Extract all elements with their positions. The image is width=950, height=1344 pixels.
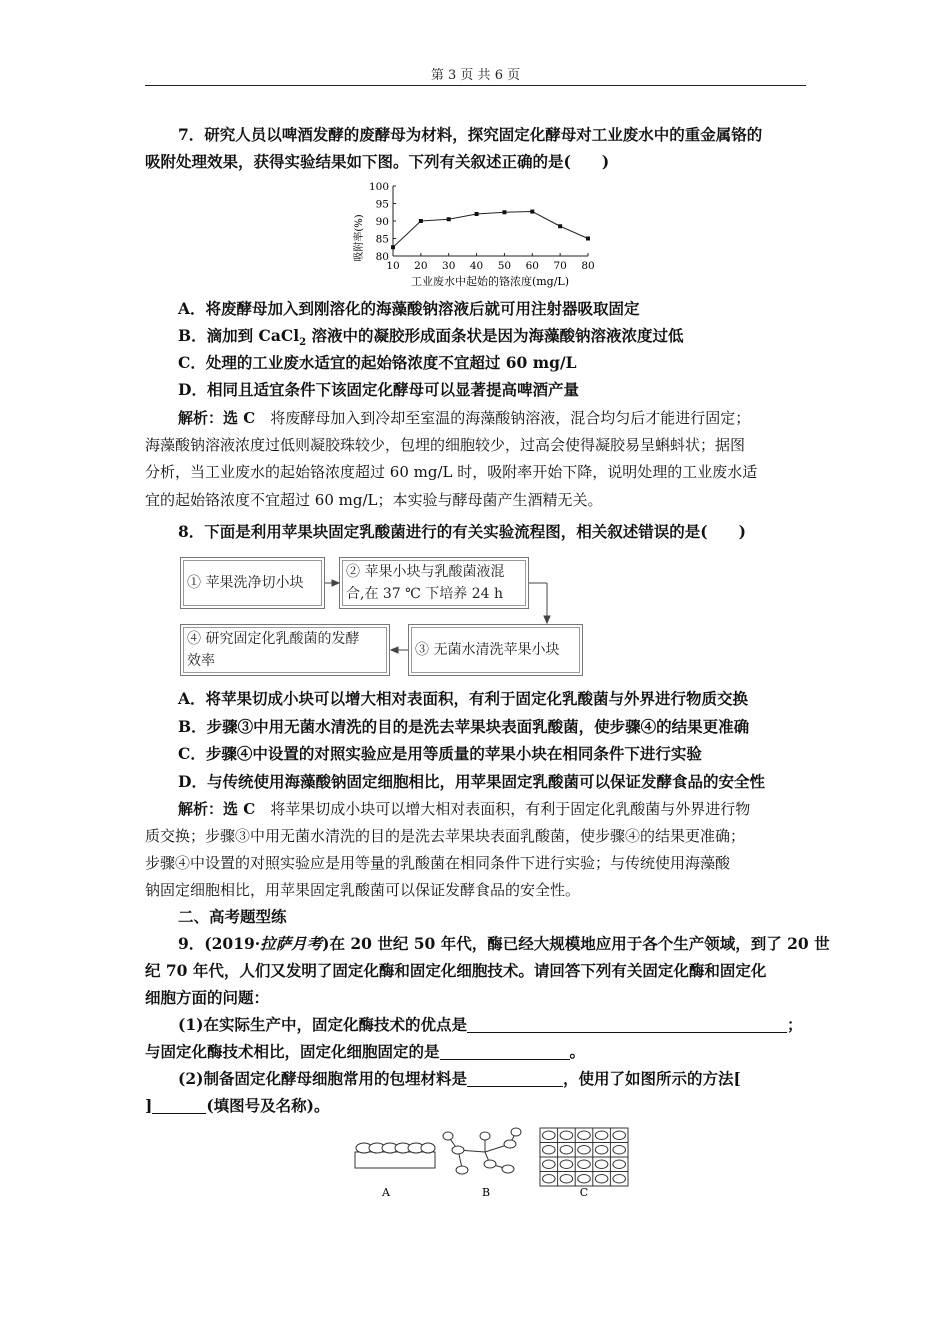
figure-c-cell	[613, 1160, 626, 1169]
q8-analysis-line1	[178, 798, 750, 820]
figure-c-cell	[595, 1160, 608, 1169]
flow-step-2-line2: 合,在 37 ℃ 下培养 24 h	[346, 586, 504, 602]
q9-line3: 细胞方面的问题：	[145, 988, 270, 1007]
figure-c-cell	[613, 1146, 626, 1155]
figure-c-cell	[560, 1175, 573, 1184]
figure-c-cell	[578, 1160, 591, 1169]
chart-x-tick-label: 50	[497, 260, 512, 272]
q9-num: 9．(2019·	[178, 934, 261, 953]
section-2-title: 二、高考题型练	[178, 907, 287, 926]
flow-step-1	[180, 557, 325, 609]
page-header: 第 3 页 共 6 页	[430, 68, 521, 83]
q9-part2-blank-1[interactable]	[467, 1070, 563, 1087]
q7-analysis-label: 解析：	[178, 409, 224, 427]
flow-step-2	[339, 557, 529, 609]
flow-step-4	[180, 624, 390, 676]
q9-part2-text-end: (填图号及名称)。	[206, 1096, 330, 1115]
figure-c-cell	[560, 1160, 573, 1169]
q8-analysis-line3: 步骤④中设置的对照实验应是用等量的乳酸菌在相同条件下进行实验；与传统使用海藻酸	[145, 854, 731, 872]
chart-y-ticks	[369, 181, 396, 263]
q9-line1	[178, 933, 830, 955]
chart-point	[530, 210, 534, 214]
q8-analysis-line4: 钠固定细胞相比，用苹果固定乳酸菌可以保证发酵食品的安全性。	[145, 881, 581, 899]
figure-b-cross-linking	[443, 1128, 521, 1174]
q9-figure	[350, 1124, 650, 1204]
q7-analysis-answer: 选 C	[223, 409, 256, 427]
q8-option-b: B．步骤③中用无菌水清洗的目的是洗去苹果块表面乳酸菌，使步骤④的结果更准确	[178, 717, 750, 736]
chart-xlabel: 工业废水中起始的铬浓度(mg/L)	[410, 275, 570, 288]
q7-option-b	[178, 325, 683, 354]
chart-y-tick-label: 90	[375, 216, 389, 228]
q9-part1-line1	[178, 1014, 802, 1036]
figure-label-b: B	[481, 1186, 491, 1199]
figure-c-cell	[560, 1131, 573, 1140]
q7-stem-line2: 吸附处理效果，获得实验结果如下图。下列有关叙述正确的是( )	[145, 152, 610, 171]
q7-stem-line1: 7．研究人员以啤酒发酵的废酵母为材料，探究固定化酵母对工业废水中的重金属铬的	[178, 125, 763, 144]
q9-part1-line2	[145, 1041, 585, 1063]
figure-c-cell	[613, 1131, 626, 1140]
chart-y-tick-label: 100	[368, 181, 389, 193]
figure-c-cell	[578, 1131, 591, 1140]
figure-c-cell	[578, 1175, 591, 1184]
q9-part1-end-b: 。	[569, 1042, 586, 1061]
chart-ylabel: 吸附率(%)	[354, 214, 365, 262]
q7-analysis-line2: 海藻酸钠溶液浓度过低则凝胶珠较少，包埋的细胞较少，过高会使得凝胶易呈蝌蚪状；据图	[145, 436, 746, 454]
chart-series-line	[393, 212, 588, 248]
q9-part2-blank-2[interactable]	[152, 1097, 206, 1114]
q7-option-c: C．处理的工业废水适宜的起始铬浓度不宜超过 60 mg/L	[178, 353, 577, 372]
chart-x-tick-label: 10	[386, 260, 400, 272]
chart-point	[419, 219, 423, 223]
chart-point	[558, 224, 562, 228]
chart-point	[502, 210, 506, 214]
chart-y-tick-label: 80	[375, 251, 389, 263]
q7-option-b-post: 溶液中的凝胶形成面条状是因为海藻酸钠溶液浓度过低	[306, 326, 684, 345]
q9-part1-text-b: 与固定化酶技术相比，固定化细胞固定的是	[145, 1042, 440, 1061]
chart-x-tick-label: 20	[414, 260, 428, 272]
chart-y-tick-label: 85	[375, 233, 389, 246]
q8-option-c: C．步骤④中设置的对照实验应是用等质量的苹果小块在相同条件下进行实验	[178, 744, 702, 763]
q9-part2-text-a: (2)制备固定化酵母细胞常用的包埋材料是	[178, 1069, 467, 1088]
q8-option-d: D．与传统使用海藻酸钠固定细胞相比，用苹果固定乳酸菌可以保证发酵食品的安全性	[178, 772, 765, 791]
q7-analysis-line3: 分析，当工业废水的起始铬浓度超过 60 mg/L 时，吸附率开始下降，说明处理的工业废水适	[145, 463, 758, 481]
q7-analysis-line4: 宜的起始铬浓度不宜超过 60 mg/L；本实验与酵母菌产生酒精无关。	[145, 491, 603, 509]
q8-analysis-label: 解析：	[178, 800, 224, 818]
figure-c-embedding	[540, 1128, 628, 1186]
q7-analysis-text1: 将废酵母加入到冷却至室温的海藻酸钠溶液，混合均匀后才能进行固定；	[255, 409, 751, 427]
q9-part1-text-a: (1)在实际生产中，固定化酶技术的优点是	[178, 1015, 467, 1034]
figure-c-cell	[595, 1175, 608, 1184]
q9-line1-rest: )在 20 世纪 50 年代，酶已经大规模地应用于各个生产领域，到了 20 世	[322, 934, 830, 953]
header-rule	[145, 85, 806, 86]
q9-part2-bracket: ]	[145, 1096, 153, 1115]
q9-part1-blank-1[interactable]	[467, 1016, 787, 1033]
figure-label-c: C	[579, 1186, 589, 1199]
q9-source: 拉萨月考	[260, 934, 323, 953]
chart-y-tick-label: 95	[375, 198, 389, 211]
flow-step-4-line1: ④ 研究固定化乳酸菌的发酵	[187, 631, 360, 647]
q8-option-a: A．将苹果切成小块可以增大相对表面积，有利于固定化乳酸菌与外界进行物质交换	[178, 689, 749, 708]
flow-step-2-line1: ② 苹果小块与乳酸菌液混	[346, 564, 505, 580]
figure-c-cell	[560, 1146, 573, 1155]
q8-analysis-text1: 将苹果切成小块可以增大相对表面积，有利于固定化乳酸菌与外界进行物	[255, 800, 751, 818]
chart-point	[475, 212, 479, 216]
chart-x-tick-label: 30	[442, 260, 456, 272]
q9-part1-end-a: ；	[786, 1015, 803, 1034]
chart-x-tick-label: 40	[469, 260, 484, 272]
q9-line2: 纪 70 年代，人们又发明了固定化酶和固定化细胞技术。请回答下列有关固定化酶和固定化	[145, 961, 767, 980]
figure-label-a: A	[382, 1186, 390, 1199]
q7-option-b-sub: 2	[299, 337, 307, 349]
figure-c-cell	[595, 1146, 608, 1155]
chart-x-tick-label: 80	[581, 260, 595, 272]
q7-analysis-line1	[178, 407, 750, 429]
q7-line-chart	[340, 178, 640, 293]
figure-c-cell	[578, 1146, 591, 1155]
figure-c-cell	[543, 1146, 556, 1155]
q9-part2-line1	[178, 1068, 741, 1090]
figure-c-cell	[543, 1131, 556, 1140]
figure-c-cell	[543, 1160, 556, 1169]
figure-c-cell	[595, 1131, 608, 1140]
q7-option-d: D．相同且适宜条件下该固定化酵母可以显著提高啤酒产量	[178, 380, 579, 399]
figure-c-cell	[543, 1175, 556, 1184]
figure-a-carrier-binding	[355, 1143, 435, 1168]
flow-step-3-text: ③ 无菌水清洗苹果小块	[415, 642, 560, 658]
q8-analysis-line2: 质交换；步骤③中用无菌水清洗的目的是洗去苹果块表面乳酸菌，使步骤④的结果更准确；	[145, 827, 746, 845]
flow-step-4-line2: 效率	[187, 653, 215, 669]
flow-step-3	[408, 624, 583, 676]
figure-c-cell	[613, 1175, 626, 1184]
chart-point	[586, 237, 590, 241]
chart-x-tick-label: 60	[525, 260, 539, 272]
chart-points	[391, 210, 590, 250]
flow-step-1-text: ① 苹果洗净切小块	[187, 575, 304, 591]
chart-point	[391, 245, 395, 249]
q9-part1-blank-2[interactable]	[440, 1043, 570, 1060]
q8-analysis-answer: 选 C	[223, 800, 256, 818]
q9-part2-line2	[145, 1095, 330, 1117]
q7-option-a: A．将废酵母加入到刚溶化的海藻酸钠溶液后就可用注射器吸取固定	[178, 299, 640, 318]
q7-option-b-pre: B．滴加到 CaCl	[178, 326, 300, 345]
q9-part2-text-mid: ，使用了如图所示的方法[	[562, 1069, 741, 1088]
chart-point	[447, 217, 451, 221]
q8-stem: 8．下面是利用苹果块固定乳酸菌进行的有关实验流程图，相关叙述错误的是( )	[178, 522, 746, 541]
chart-x-tick-label: 70	[553, 260, 567, 272]
